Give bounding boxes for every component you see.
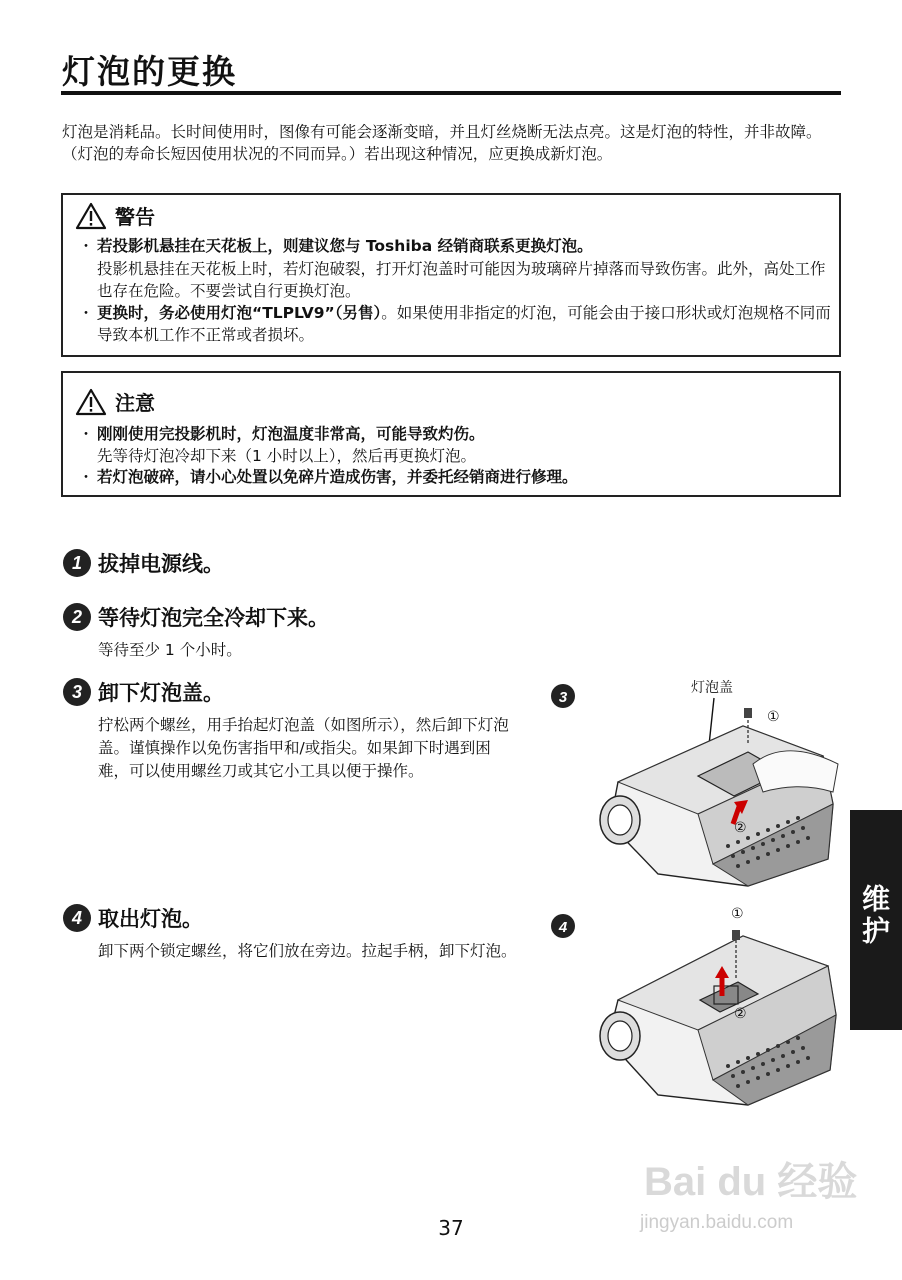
figure-4-screw-icon <box>732 930 740 940</box>
step-3 <box>62 677 224 707</box>
figure-4-callout-1: ① <box>731 906 744 922</box>
warning-bullet-1-bold: 若投影机悬挂在天花板上，则建议您与 Toshiba 经销商联系更换灯泡。 <box>97 237 593 255</box>
figure-3-number: 3 <box>558 689 568 706</box>
warning-triangle-icon <box>75 202 107 230</box>
figure-3-callout-2: ② <box>734 820 747 836</box>
caution-bullet-1: ・ 刚刚使用完投影机时，灯泡温度非常高，可能导致灼伤。 <box>78 425 485 443</box>
watermark-url: jingyan.baidu.com <box>640 1212 794 1233</box>
warning-bullet-2-bold: 更换时，务必使用灯泡“TLPLV9”（另售） <box>97 304 382 322</box>
step-4-number: 4 <box>71 908 83 928</box>
figure-3-projector-lamp-cover <box>548 674 848 894</box>
step-2-description: 等待至少 1 个小时。 <box>98 641 242 659</box>
step-4 <box>62 903 203 933</box>
figure-3-lamp-cover-label: 灯泡盖 <box>691 680 733 696</box>
step-3-badge-icon <box>62 677 92 707</box>
warning-bullet-1-text: 投影机悬挂在天花板上时，若灯泡破裂，打开灯泡盖时可能因为玻璃碎片掉落而导致伤害。此外，高处工作也存在危险。不要尝试自行更换灯泡。 <box>97 260 826 300</box>
caution-heading-text: 注意 <box>115 391 155 415</box>
step-3-title: 卸下灯泡盖。 <box>98 681 224 705</box>
figure-4-callout-2: ② <box>734 1006 747 1022</box>
title-divider <box>61 91 841 95</box>
caution-bullet-2: ・ 若灯泡破碎，请小心处置以免碎片造成伤害，并委托经销商进行修理。 <box>78 468 578 486</box>
caution-heading <box>75 387 155 416</box>
step-4-title: 取出灯泡。 <box>98 907 203 931</box>
warning-heading <box>75 201 155 230</box>
section-side-tab-label: 维护 <box>858 884 891 948</box>
figure-4-projector-lamp-removal <box>548 900 848 1120</box>
step-4-badge-icon <box>62 903 92 933</box>
intro-paragraph: 灯泡是消耗品。长时间使用时，图像有可能会逐渐变暗，并且灯丝烧断无法点亮。这是灯泡的特性，并非故障。（灯泡的寿命长短因使用状况的不同而异。）若出现这种情况，应更换成新灯泡。 <box>62 123 822 163</box>
warning-heading-text: 警告 <box>115 205 155 229</box>
watermark-logo: Bai du 经验 <box>644 1160 858 1204</box>
warning-bullet-2-text: 。如果使用非指定的灯泡，可能会由于接口形状或灯泡规格不同而导致本机工作不正常或者损坏。 <box>97 304 831 344</box>
step-2-number: 2 <box>71 607 83 627</box>
figure-3-hand <box>753 751 838 792</box>
figure-3-screw-icon <box>744 708 752 718</box>
step-2-badge-icon <box>62 602 92 632</box>
warning-bullet-2: ・ 更换时，务必使用灯泡“TLPLV9”（另售）。如果使用非指定的灯泡，可能会由于接口形状或灯泡规格不同而导致本机工作不正常或者损坏。 <box>78 304 831 344</box>
caution-triangle-icon <box>75 388 107 416</box>
figure-3-callout-1: ① <box>767 709 780 725</box>
step-1 <box>62 548 224 578</box>
caution-bullet-2-bold: 若灯泡破碎，请小心处置以免碎片造成伤害，并委托经销商进行修理。 <box>97 468 578 486</box>
step-3-number: 3 <box>71 682 83 702</box>
caution-bullet-1-bold: 刚刚使用完投影机时，灯泡温度非常高，可能导致灼伤。 <box>97 425 485 443</box>
warning-box <box>61 193 841 357</box>
page-number: 37 <box>438 1216 464 1240</box>
step-1-title: 拔掉电源线。 <box>98 552 224 576</box>
step-3-description: 拧松两个螺丝，用手抬起灯泡盖（如图所示），然后卸下灯泡盖。谨慎操作以免伤害指甲和/或指尖。如果卸下时遇到困难，可以使用螺丝刀或其它小工具以便于操作。 <box>98 716 509 780</box>
step-2-title: 等待灯泡完全冷却下来。 <box>98 606 329 630</box>
warning-bullet-1: ・ 若投影机悬挂在天花板上，则建议您与 Toshiba 经销商联系更换灯泡。 <box>78 237 593 255</box>
caution-bullet-1-text: 先等待灯泡冷却下来（1 小时以上），然后再更换灯泡。 <box>97 447 477 465</box>
page-title: 灯泡的更换 <box>62 52 237 91</box>
figure-4-number: 4 <box>558 919 568 936</box>
caution-box <box>61 371 841 497</box>
step-1-number: 1 <box>71 553 83 573</box>
step-2 <box>62 602 329 632</box>
section-side-tab <box>850 810 902 1030</box>
step-4-description: 卸下两个锁定螺丝，将它们放在旁边。拉起手柄，卸下灯泡。 <box>98 942 517 960</box>
step-1-badge-icon <box>62 548 92 578</box>
